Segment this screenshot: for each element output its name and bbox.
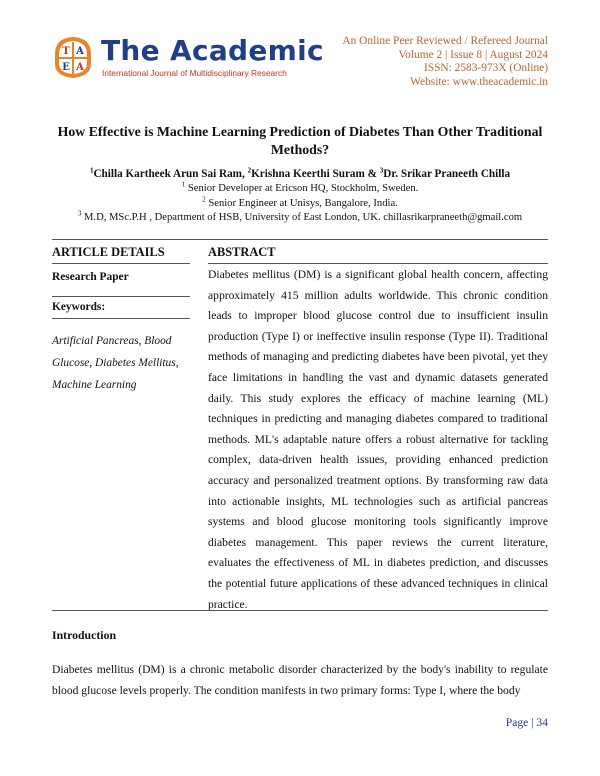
table-top-rule (52, 239, 548, 240)
emblem-letter: A (76, 46, 84, 57)
journal-issn-line: ISSN: 2583-973X (Online) (423, 62, 548, 74)
abstract-heading: ABSTRACT (208, 245, 276, 259)
affiliation-sup: 2 (202, 195, 206, 204)
left-column-rule (52, 263, 190, 264)
author-name: Dr. Srikar Praneeth Chilla (383, 168, 511, 180)
affiliation (40, 211, 560, 224)
journal-logo (51, 34, 324, 84)
emblem-letter: T (62, 46, 70, 57)
introduction-text: Diabetes mellitus (DM) is a chronic metabolic disorder characterized by the body's inability to regulate blood glucose levels properly. The condition manifests in two primary forms: Type I, where the body (52, 663, 548, 697)
logo-subtitle: International Journal of Multidisciplinary Research (102, 68, 287, 78)
left-column-rule (52, 296, 190, 297)
academic-emblem-icon (51, 34, 95, 80)
affiliation-sup: 1 (181, 180, 186, 189)
journal-volume-line: Volume 2 | Issue 8 | August 2024 (398, 48, 548, 61)
introduction-heading: Introduction (52, 628, 117, 642)
abstract-text: Diabetes mellitus (DM) is a significant global health concern, affecting approximately 415 million adults worldwide. This chronic condition leads to improper blood glucose control due to insufficient insulin production (Type I) or ineffective insulin response (Type II). Traditional methods of managing and predicting diabetes have been pivotal, yet they face limitations in handling the vast and dynamic datasets generated daily. This study explores the efficacy of machine learning (ML) techniques in predicting and managing diabetes compared to traditional methods. ML's adaptable nature offers a robust alternative for tackling complex, data-driven health issues, providing enhanced prediction accuracy and personalized treatment options. By transforming raw data into actionable insights, ML technologies such as artificial pancreas systems and blood glucose monitoring tools significantly improve diabetes management. This paper reviews the current literature, evaluates the effectiveness of ML in diabetes prediction, and discusses the potential future applications of these advanced techniques in clinical practice. (208, 268, 548, 611)
page-number: Page | 34 (505, 716, 548, 729)
author-sup: 1 (89, 166, 94, 175)
left-column-rule (52, 318, 190, 319)
logo-title: The Academic (101, 34, 324, 67)
paper-title: How Effective is Machine Learning Prediction of Diabetes Than Other Traditional Methods? (57, 124, 543, 157)
emblem-letter: E (62, 62, 70, 73)
author-list (40, 167, 560, 181)
table-bottom-rule (52, 610, 548, 611)
journal-website-line[interactable]: Website: www.theacademic.in (410, 75, 548, 88)
affiliation (40, 197, 560, 210)
affiliation-text: Senior Engineer at Unisys, Bangalore, India. (208, 198, 398, 209)
affiliation-text: M.D, MSc.P.H , Department of HSB, University of East London, UK. chillasrikarpraneeth@gmail.com (84, 212, 523, 223)
journal-info (342, 35, 548, 89)
article-type: Research Paper (52, 271, 129, 283)
author-name: Chilla Kartheek Arun Sai Ram, (93, 168, 248, 180)
journal-review-line: An Online Peer Reviewed / Refereed Journal (342, 35, 548, 47)
abstract-heading-rule (208, 263, 548, 264)
affiliation-text: Senior Developer at Ericson HQ, Stockholm, Sweden. (187, 183, 419, 194)
keywords-list: Artificial Pancreas, Blood Glucose, Diabetes Mellitus, Machine Learning (52, 335, 179, 391)
article-details-heading: ARTICLE DETAILS (52, 245, 165, 259)
affiliation-sup: 3 (77, 209, 82, 218)
author-name: Krishna Keerthi Suram & (251, 168, 380, 180)
keywords-label: Keywords: (52, 301, 106, 313)
emblem-letter: A (76, 62, 84, 73)
author-sup: 3 (379, 166, 384, 175)
author-sup: 2 (247, 166, 252, 175)
affiliation (40, 182, 560, 195)
